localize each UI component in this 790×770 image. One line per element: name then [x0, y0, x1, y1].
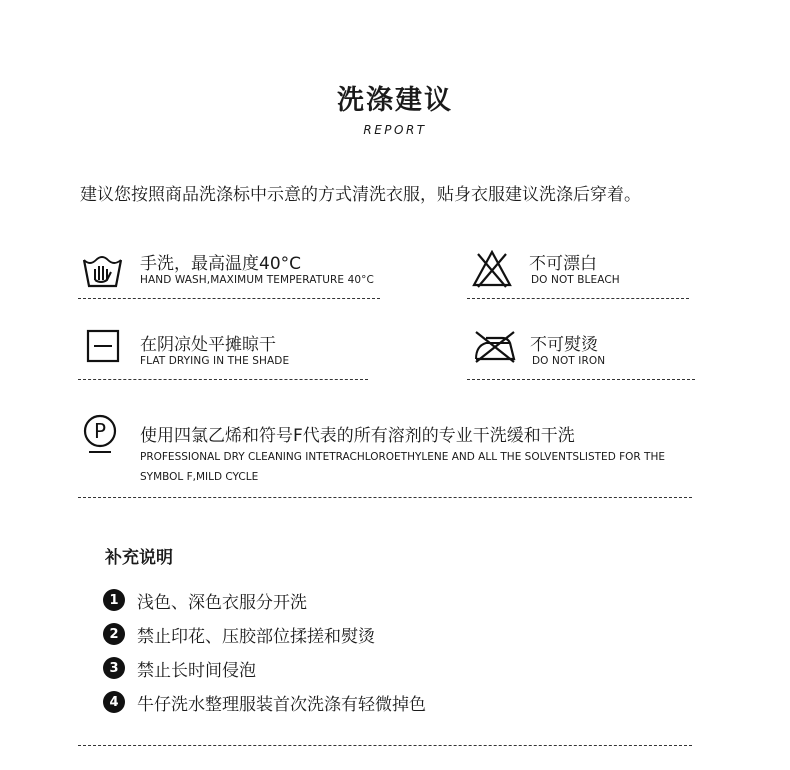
page-title: 洗涤建议	[337, 85, 453, 116]
divider	[78, 379, 368, 380]
divider	[467, 298, 689, 299]
intro-text: 建议您按照商品洗涤标中示意的方式清洗衣服，贴身衣服建议洗涤后穿着。	[80, 185, 641, 205]
supplement-heading: 补充说明	[105, 548, 173, 568]
hand-wash-icon	[82, 250, 124, 290]
dry-clean-p-icon	[82, 413, 118, 455]
flat-dry-zh: 在阴凉处平摊晾干	[140, 335, 276, 355]
dry-clean-zh: 使用四氯乙烯和符号F代表的所有溶剂的专业干洗缓和干洗	[140, 426, 575, 446]
no-bleach-zh: 不可漂白	[529, 254, 597, 274]
divider	[78, 745, 692, 746]
list-item	[103, 656, 256, 680]
number-badge: 2	[103, 623, 125, 645]
number-badge: 3	[103, 657, 125, 679]
divider	[78, 497, 692, 498]
no-iron-en: DO NOT IRON	[532, 355, 606, 367]
list-item-text: 禁止印花、压胶部位揉搓和熨烫	[137, 626, 375, 647]
no-bleach-en: DO NOT BLEACH	[531, 274, 620, 286]
divider	[467, 379, 695, 380]
page-subtitle: REPORT	[363, 123, 427, 137]
list-item-text: 禁止长时间侵泡	[137, 660, 256, 681]
hand-wash-en: HAND WASH,MAXIMUM TEMPERATURE 40°C	[140, 274, 374, 286]
number-badge: 4	[103, 691, 125, 713]
dry-clean-en-line1: PROFESSIONAL DRY CLEANING INTETRACHLOROETHYLENE AND ALL THE SOLVENTSLISTED FOR THE	[140, 451, 665, 463]
hand-wash-zh: 手洗，最高温度40°C	[140, 254, 302, 274]
list-item-text: 牛仔洗水整理服装首次洗涤有轻微掉色	[137, 694, 426, 715]
no-iron-icon	[472, 330, 518, 364]
dry-clean-symbol: P	[93, 419, 107, 443]
flat-dry-icon	[86, 329, 120, 363]
number-badge: 1	[103, 589, 125, 611]
no-iron-zh: 不可熨烫	[530, 335, 598, 355]
dry-clean-en-line2: SYMBOL F,MILD CYCLE	[140, 471, 259, 483]
list-item	[103, 690, 426, 714]
list-item	[103, 622, 375, 646]
list-item	[103, 588, 307, 612]
no-bleach-icon	[472, 250, 512, 288]
flat-dry-en: FLAT DRYING IN THE SHADE	[140, 355, 290, 367]
divider	[78, 298, 380, 299]
list-item-text: 浅色、深色衣服分开洗	[137, 592, 307, 613]
